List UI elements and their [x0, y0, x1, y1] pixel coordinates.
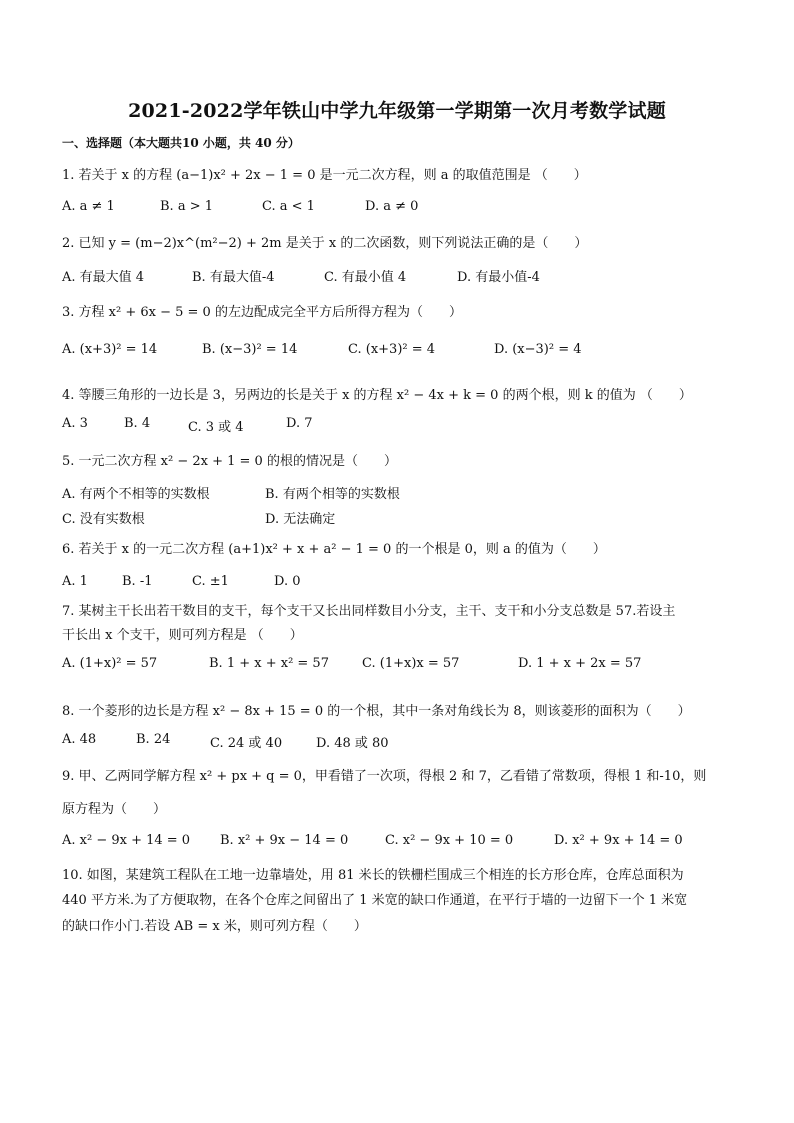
- q5-option-a: A. 有两个不相等的实数根: [62, 487, 210, 502]
- q5-option-d: D. 无法确定: [265, 512, 336, 527]
- q1-option-a: A. a ≠ 1: [62, 199, 115, 214]
- q6-option-d: D. 0: [274, 574, 301, 589]
- q6-option-a: A. 1: [62, 574, 88, 589]
- q6-option-c: C. ±1: [192, 574, 229, 589]
- q1-option-c: C. a < 1: [262, 199, 315, 214]
- q3-option-d: D. (x−3)² = 4: [494, 342, 582, 357]
- q8-option-a: A. 48: [62, 732, 97, 747]
- question-7-line-2: 干长出 x 个支干，则可列方程是 （ ）: [62, 628, 303, 643]
- q5-option-b: B. 有两个相等的实数根: [265, 487, 400, 502]
- q4-option-a: A. 3: [62, 416, 88, 431]
- question-7-line-1: 7. 某树主干长出若干数目的支干，每个支干又长出同样数目小分支，主干、支干和小分支总数是 57.若设主: [62, 604, 676, 619]
- question-9-line-1: 9. 甲、乙两同学解方程 x² + px + q = 0，甲看错了一次项，得根 2 和 7，乙看错了常数项，得根 1 和-10，则: [62, 769, 707, 784]
- q1-option-b: B. a > 1: [160, 199, 213, 214]
- question-8: 8. 一个菱形的边长是方程 x² − 8x + 15 = 0 的一个根，其中一条对角线长为 8，则该菱形的面积为（ ）: [62, 704, 691, 719]
- q9-option-a: A. x² − 9x + 14 = 0: [62, 833, 191, 848]
- question-1: 1. 若关于 x 的方程 (a−1)x² + 2x − 1 = 0 是一元二次方程，则 a 的取值范围是 （ ）: [62, 168, 587, 183]
- q8-option-b: B. 24: [136, 732, 171, 747]
- question-10-line-1: 10. 如图，某建筑工程队在工地一边靠墙处，用 81 米长的铁栅栏围成三个相连的长方形仓库，仓库总面积为: [62, 868, 684, 883]
- question-10-line-3: 的缺口作小门.若设 AB = x 米，则可列方程（ ）: [62, 919, 367, 934]
- q2-option-d: D. 有最小值-4: [457, 270, 540, 285]
- q7-option-c: C. (1+x)x = 57: [362, 656, 460, 671]
- question-9-line-2: 原方程为（ ）: [62, 802, 167, 817]
- q9-option-c: C. x² − 9x + 10 = 0: [385, 833, 514, 848]
- q6-option-b: B. -1: [122, 574, 153, 589]
- q1-option-d: D. a ≠ 0: [365, 199, 419, 214]
- q5-option-c: C. 没有实数根: [62, 512, 145, 527]
- q3-option-c: C. (x+3)² = 4: [348, 342, 436, 357]
- question-10-line-2: 440 平方米.为了方便取物，在各个仓库之间留出了 1 米宽的缺口作通道，在平行于墙的一边留下一个 1 米宽: [62, 893, 688, 908]
- q2-option-c: C. 有最小值 4: [324, 270, 407, 285]
- exam-title: 2021-2022学年铁山中学九年级第一学期第一次月考数学试题: [128, 100, 666, 122]
- q3-option-a: A. (x+3)² = 14: [62, 342, 158, 357]
- q4-option-b: B. 4: [124, 416, 151, 431]
- question-2: 2. 已知 y = (m−2)x^(m²−2) + 2m 是关于 x 的二次函数，则下列说法正确的是（ ）: [62, 236, 588, 251]
- q7-option-a: A. (1+x)² = 57: [62, 656, 158, 671]
- question-3: 3. 方程 x² + 6x − 5 = 0 的左边配成完全平方后所得方程为（ ）: [62, 305, 462, 320]
- question-6: 6. 若关于 x 的一元二次方程 (a+1)x² + x + a² − 1 = 0 的一个根是 0，则 a 的值为（ ）: [62, 542, 606, 557]
- q8-option-d: D. 48 或 80: [316, 736, 389, 751]
- q4-option-c: C. 3 或 4: [188, 420, 244, 435]
- q2-option-a: A. 有最大值 4: [62, 270, 145, 285]
- q3-option-b: B. (x−3)² = 14: [202, 342, 298, 357]
- q2-option-b: B. 有最大值-4: [192, 270, 275, 285]
- q9-option-b: B. x² + 9x − 14 = 0: [220, 833, 349, 848]
- q4-option-d: D. 7: [286, 416, 313, 431]
- question-4: 4. 等腰三角形的一边长是 3，另两边的长是关于 x 的方程 x² − 4x + k = 0 的两个根，则 k 的值为 （ ）: [62, 388, 692, 403]
- section-heading: 一、选择题（本大题共10 小题，共 40 分）: [62, 136, 300, 150]
- q7-option-d: D. 1 + x + 2x = 57: [518, 656, 642, 671]
- q9-option-d: D. x² + 9x + 14 = 0: [554, 833, 683, 848]
- q7-option-b: B. 1 + x + x² = 57: [209, 656, 329, 671]
- q8-option-c: C. 24 或 40: [210, 736, 283, 751]
- question-5: 5. 一元二次方程 x² − 2x + 1 = 0 的根的情况是（ ）: [62, 454, 397, 469]
